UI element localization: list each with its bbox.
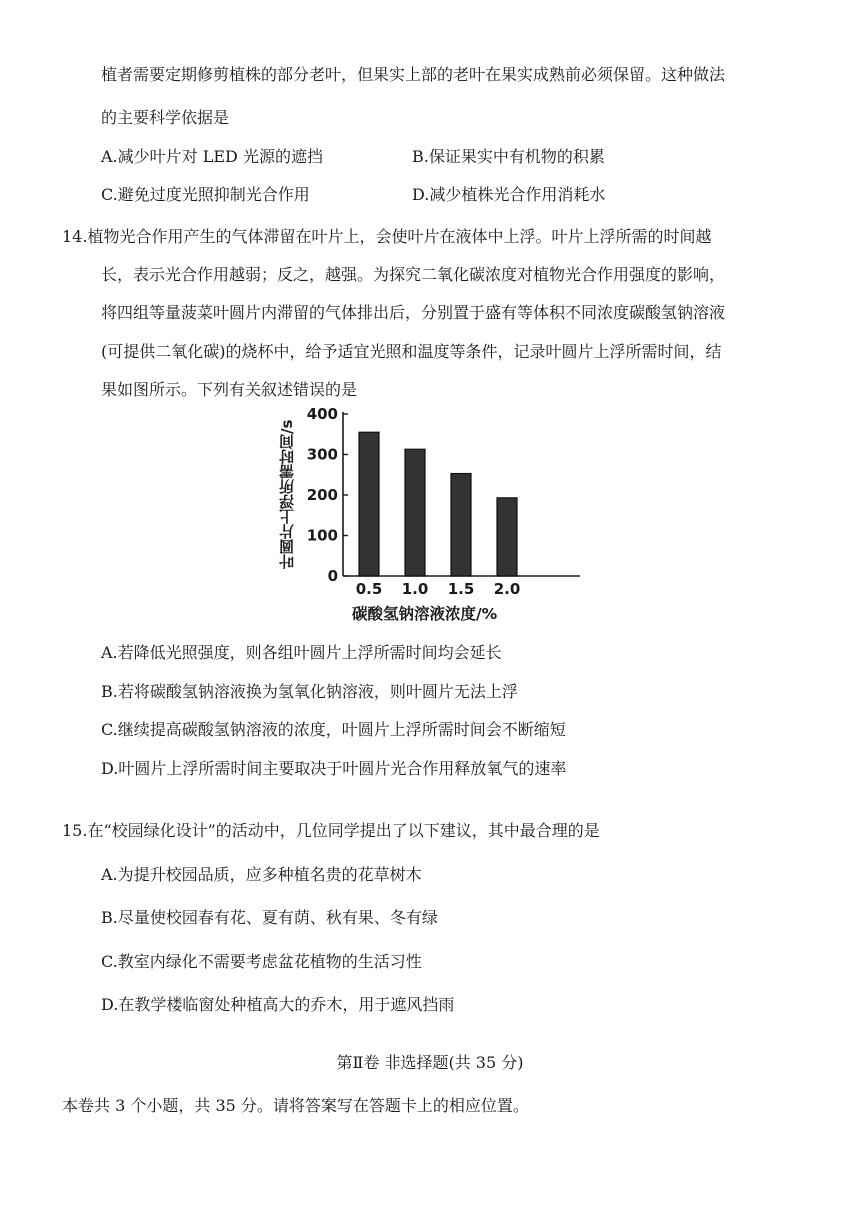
- x-tick-label: 1.0: [401, 580, 429, 598]
- q14-option-c[interactable]: C.继续提高碳酸氢钠溶液的浓度，叶圆片上浮所需时间会不断缩短: [101, 720, 566, 739]
- y-tick-label: 200: [306, 486, 338, 504]
- chart-x-axis-label: 碳酸氢钠溶液浓度/%: [352, 605, 498, 623]
- y-tick-label: 0: [327, 567, 338, 585]
- bar-1.0: [405, 449, 425, 576]
- x-tick-label: 0.5: [355, 580, 383, 598]
- y-tick-label: 400: [306, 405, 338, 423]
- q13-option-c[interactable]: C.避免过度光照抑制光合作用: [101, 185, 310, 204]
- q14-stem-line5: 果如图所示。下列有关叙述错误的是: [101, 380, 358, 399]
- q15-option-b[interactable]: B.尽量使校园春有花、夏有荫、秋有果、冬有绿: [101, 908, 438, 927]
- q15-stem-line1: 15.在“校园绿化设计”的活动中，几位同学提出了以下建议，其中最合理的是: [62, 821, 600, 840]
- q13-option-d[interactable]: D.减少植株光合作用消耗水: [412, 185, 606, 204]
- q15-option-c[interactable]: C.教室内绿化不需要考虑盆花植物的生活习性: [101, 952, 422, 971]
- bar-chart-svg: [270, 400, 600, 630]
- y-tick-label: 100: [306, 526, 338, 545]
- bar-0.5: [359, 432, 379, 576]
- x-tick-label: 1.5: [447, 580, 475, 598]
- q14-stem-line2: 长，表示光合作用越弱；反之，越强。为探究二氧化碳浓度对植物光合作用强度的影响，: [101, 265, 726, 284]
- q14-stem-line3: 将四组等量菠菜叶圆片内滞留的气体排出后，分别置于盛有等体积不同浓度碳酸氢钠溶液: [101, 303, 726, 322]
- q13-stem-line1: 植者需要定期修剪植株的部分老叶，但果实上部的老叶在果实成熟前必须保留。这种做法: [101, 65, 726, 84]
- section2-instruction: 本卷共 3 个小题，共 35 分。请将答案写在答题卡上的相应位置。: [62, 1096, 529, 1115]
- x-tick-label: 2.0: [493, 580, 521, 598]
- q14-option-b[interactable]: B.若将碳酸氢钠溶液换为氢氧化钠溶液，则叶圆片无法上浮: [101, 682, 518, 701]
- chart-y-axis-label: 叶圆片上浮所需时间/s: [278, 419, 296, 569]
- q15-option-a[interactable]: A.为提升校园品质，应多种植名贵的花草树木: [101, 865, 422, 884]
- q14-option-a[interactable]: A.若降低光照强度，则各组叶圆片上浮所需时间均会延长: [101, 643, 502, 662]
- bar-1.5: [451, 474, 471, 576]
- y-tick-label: 300: [306, 445, 338, 464]
- q13-option-b[interactable]: B.保证果实中有机物的积累: [412, 147, 605, 166]
- q14-option-d[interactable]: D.叶圆片上浮所需时间主要取决于叶圆片光合作用释放氧气的速率: [101, 759, 567, 778]
- q13-stem-line2: 的主要科学依据是: [101, 108, 230, 127]
- q14-stem-line4: (可提供二氧化碳)的烧杯中，给予适宜光照和温度等条件，记录叶圆片上浮所需时间，结: [101, 342, 722, 361]
- q13-option-a[interactable]: A.减少叶片对 LED 光源的遮挡: [101, 147, 323, 166]
- q15-option-d[interactable]: D.在教学楼临窗处种植高大的乔木，用于遮风挡雨: [101, 995, 455, 1014]
- q14-stem-line1: 14.植物光合作用产生的气体滞留在叶片上，会使叶片在液体中上浮。叶片上浮所需的时间越: [62, 227, 712, 246]
- bar-2.0: [497, 498, 517, 576]
- bar-chart: [270, 400, 600, 630]
- section2-title: 第Ⅱ卷 非选择题(共 35 分): [336, 1053, 524, 1072]
